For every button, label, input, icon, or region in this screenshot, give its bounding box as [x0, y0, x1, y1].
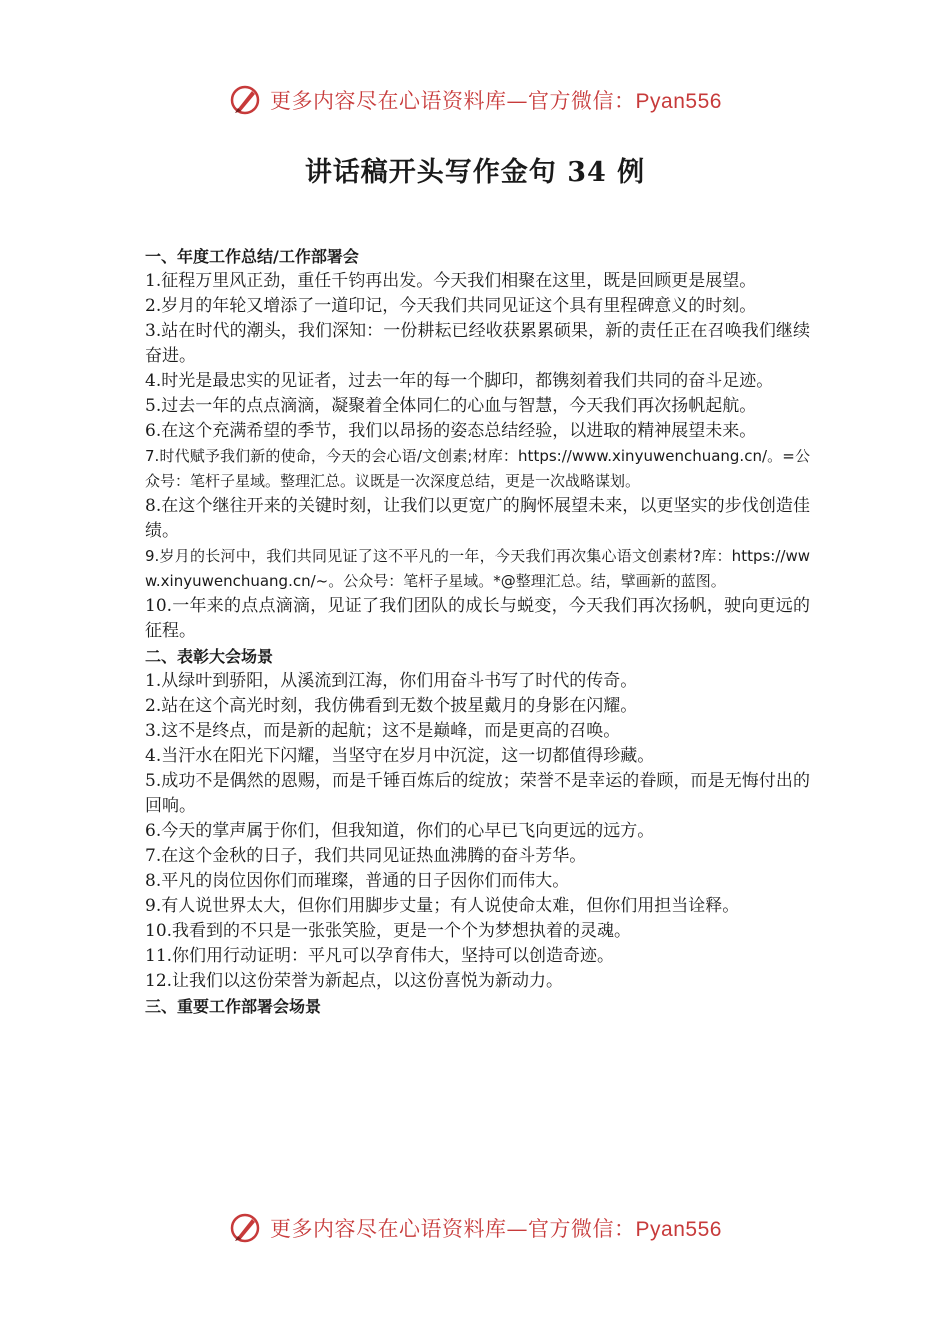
list-item: 3.站在时代的潮头，我们深知：一份耕耘已经收获累累硕果，新的责任正在召唤我们继续奋进。: [145, 321, 810, 366]
list-item: 7.在这个金秋的日子，我们共同见证热血沸腾的奋斗芳华。: [145, 846, 587, 866]
list-item: 1.从绿叶到骄阳，从溪流到江海，你们用奋斗书写了时代的传奇。: [145, 671, 638, 691]
list-item: 5.过去一年的点点滴滴，凝聚着全体同仁的心血与智慧，今天我们再次扬帆起航。: [145, 396, 757, 416]
list-item: 4.当汗水在阳光下闪耀，当坚守在岁月中沉淀，这一切都值得珍藏。: [145, 746, 655, 766]
list-item: 7.时代赋予我们新的使命，今天的会心语/文创素;材库：https://www.xinyuwenchuang.cn/。=公众号：笔杆子星域。整理汇总。议既是一次深度总结，更是一次战略谋划。: [145, 447, 810, 490]
list-item: 5.成功不是偶然的恩赐，而是千锤百炼后的绽放；荣誉不是幸运的眷顾，而是无悔付出的回响。: [145, 771, 810, 816]
page-header-banner: [0, 80, 950, 120]
list-item: 12.让我们以这份荣誉为新起点，以这份喜悦为新动力。: [145, 971, 564, 991]
list-item: 11.你们用行动证明：平凡可以孕育伟大，坚持可以创造奇迹。: [145, 946, 615, 966]
list-item: 4.时光是最忠实的见证者，过去一年的每一个脚印，都镌刻着我们共同的奋斗足迹。: [145, 371, 774, 391]
section-heading: 二、表彰大会场景: [145, 647, 274, 666]
list-item: 10.我看到的不只是一张张笑脸，更是一个个为梦想执着的灵魂。: [145, 921, 632, 941]
page-title: 讲话稿开头写作金句 34 例: [304, 157, 646, 188]
section-heading: 一、年度工作总结/工作部署会: [145, 247, 359, 266]
list-item: 8.在这个继往开来的关键时刻，让我们以更宽广的胸怀展望未来，以更坚实的步伐创造佳绩。: [145, 496, 810, 541]
list-item: 6.在这个充满希望的季节，我们以昂扬的姿态总结经验，以进取的精神展望未来。: [145, 421, 757, 441]
footer-banner-text: 更多内容尽在心语资料库—官方微信：Pyan556: [270, 1217, 722, 1241]
pen-logo-icon: [228, 83, 262, 117]
header-banner-text: 更多内容尽在心语资料库—官方微信：Pyan556: [270, 89, 722, 113]
list-item: 6.今天的掌声属于你们，但我知道，你们的心早已飞向更远的远方。: [145, 821, 655, 841]
list-item: 1.征程万里风正劲，重任千钧再出发。今天我们相聚在这里，既是回顾更是展望。: [145, 271, 757, 291]
list-item: 9.岁月的长河中，我们共同见证了这不平凡的一年，今天我们再次集心语文创素材?库：https://www.xinyuwenchuang.cn/~。公众号：笔杆子星域。*@整理汇总。结，擘画新的蓝图。: [145, 547, 810, 590]
list-item: 2.站在这个高光时刻，我仿佛看到无数个披星戴月的身影在闪耀。: [145, 696, 638, 716]
list-item: 2.岁月的年轮又增添了一道印记，今天我们共同见证这个具有里程碑意义的时刻。: [145, 296, 757, 316]
page-footer-banner: [0, 1208, 950, 1248]
list-item: 10.一年来的点点滴滴，见证了我们团队的成长与蜕变，今天我们再次扬帆，驶向更远的征程。: [145, 596, 810, 641]
section-heading: 三、重要工作部署会场景: [145, 997, 322, 1016]
document-body: [145, 244, 810, 1019]
list-item: 9.有人说世界太大，但你们用脚步丈量；有人说使命太难，但你们用担当诠释。: [145, 896, 740, 916]
pen-logo-icon: [228, 1211, 262, 1245]
list-item: 8.平凡的岗位因你们而璀璨，普通的日子因你们而伟大。: [145, 871, 570, 891]
list-item: 3.这不是终点，而是新的起航；这不是巅峰，而是更高的召唤。: [145, 721, 621, 741]
